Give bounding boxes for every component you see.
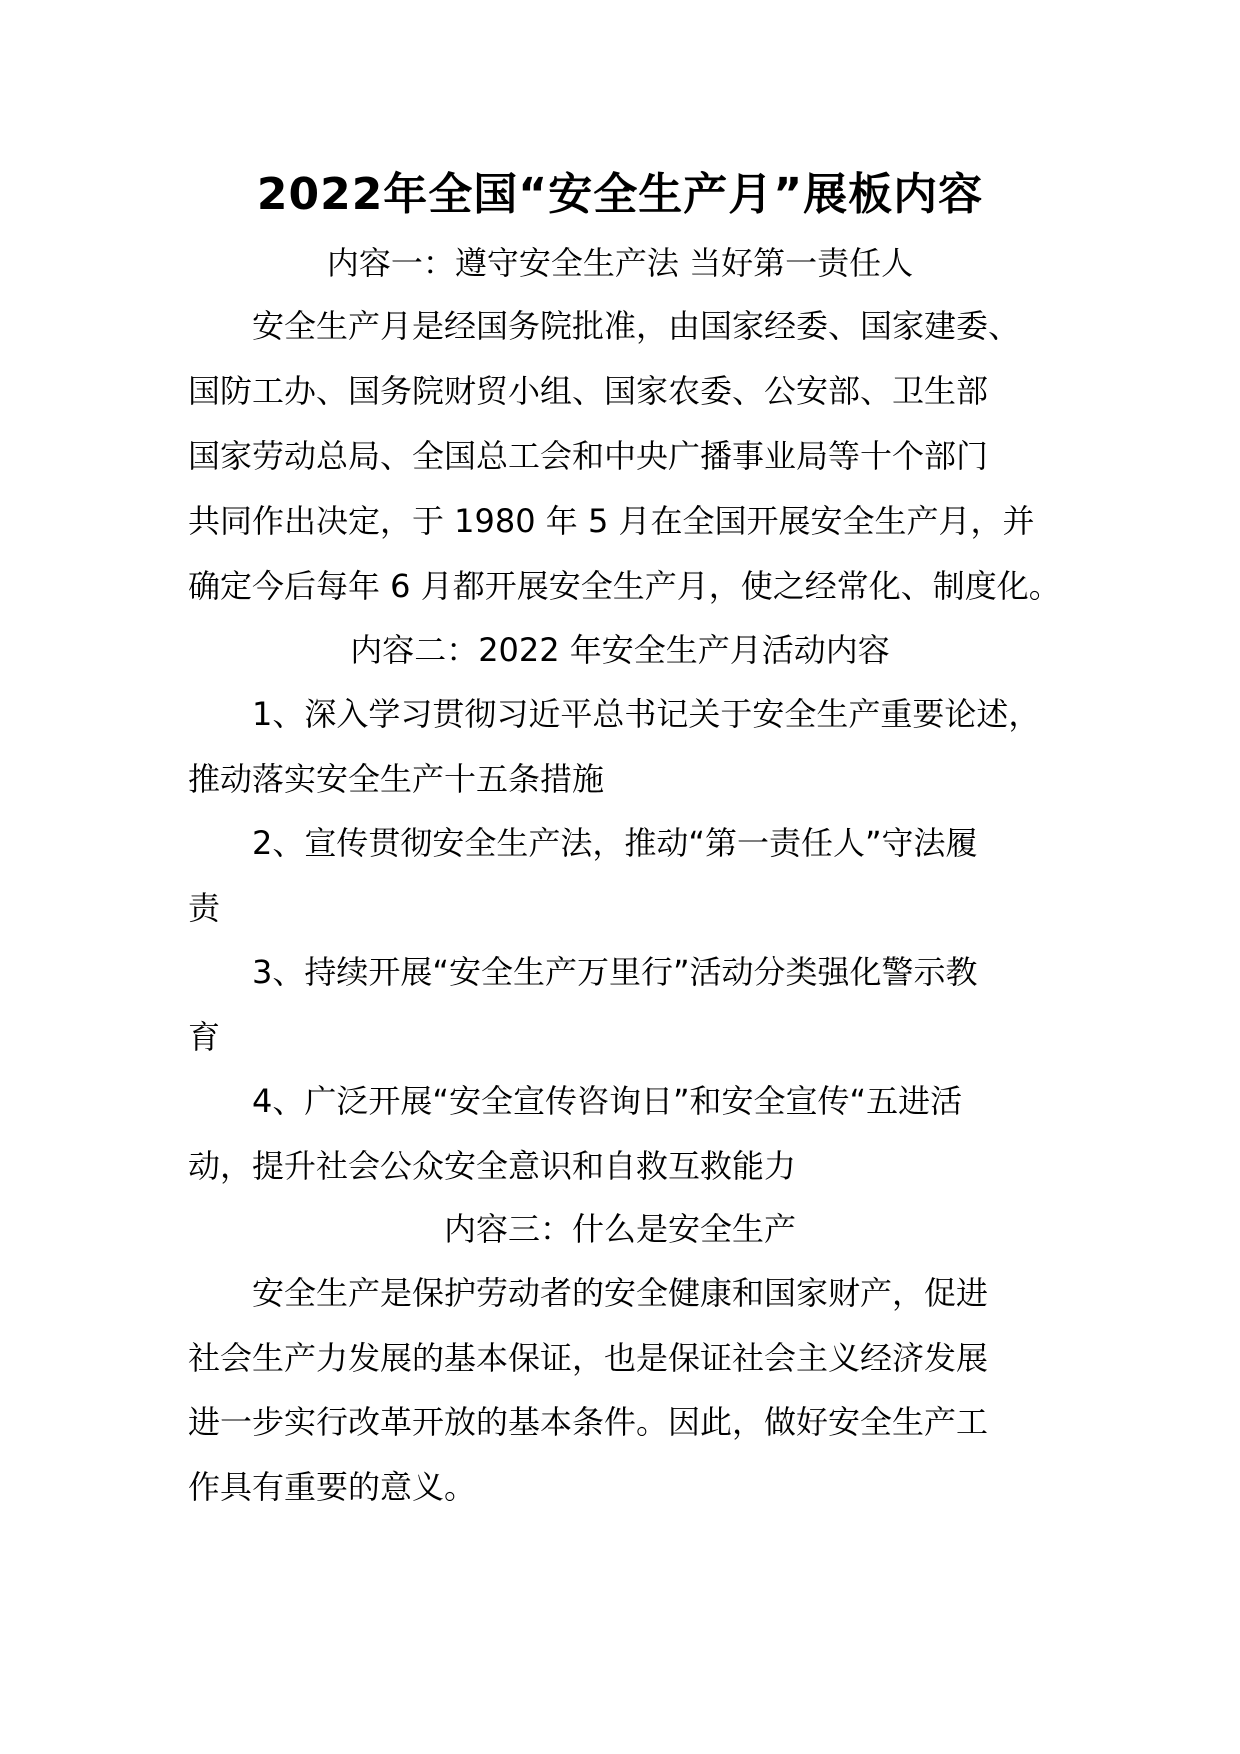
list-item-line: 4、广泛开展“安全宣传咨询日”和安全宣传“五进活 bbox=[252, 1082, 963, 1120]
paragraph-line: 作具有重要的意义。 bbox=[188, 1468, 477, 1506]
paragraph-line: 共同作出决定，于 1980 年 5 月在全国开展安全生产月，并 bbox=[188, 502, 1035, 540]
section-heading-2: 内容二：2022 年安全生产月活动内容 bbox=[350, 631, 890, 669]
paragraph-line: 安全生产月是经国务院批准，由国家经委、国家建委、 bbox=[252, 307, 1021, 345]
paragraph-line: 国防工办、国务院财贸小组、国家农委、公安部、卫生部 bbox=[188, 372, 989, 410]
document-title: 2022年全国“安全生产月”展板内容 bbox=[256, 169, 984, 220]
paragraph-line: 社会生产力发展的基本保证，也是保证社会主义经济发展 bbox=[188, 1339, 989, 1377]
paragraph-line: 国家劳动总局、全国总工会和中央广播事业局等十个部门 bbox=[188, 437, 989, 475]
list-item-line: 1、深入学习贯彻习近平总书记关于安全生产重要论述， bbox=[252, 695, 1041, 733]
paragraph-line: 安全生产是保护劳动者的安全健康和国家财产，促进 bbox=[252, 1274, 989, 1312]
list-item-line: 3、持续开展“安全生产万里行”活动分类强化警示教 bbox=[252, 953, 978, 991]
list-item-line: 推动落实安全生产十五条措施 bbox=[188, 760, 605, 798]
list-item-line: 2、宣传贯彻安全生产法，推动“第一责任人”守法履 bbox=[252, 824, 978, 862]
section-heading-1: 内容一：遵守安全生产法 当好第一责任人 bbox=[326, 244, 914, 282]
list-item-line: 动，提升社会公众安全意识和自救互救能力 bbox=[188, 1147, 797, 1185]
paragraph-line: 进一步实行改革开放的基本条件。因此，做好安全生产工 bbox=[188, 1403, 989, 1441]
list-item-line: 责 bbox=[188, 889, 221, 927]
list-item-line: 育 bbox=[188, 1018, 221, 1056]
paragraph-line: 确定今后每年 6 月都开展安全生产月，使之经常化、制度化。 bbox=[188, 567, 1061, 605]
section-heading-3: 内容三：什么是安全生产 bbox=[443, 1210, 796, 1248]
